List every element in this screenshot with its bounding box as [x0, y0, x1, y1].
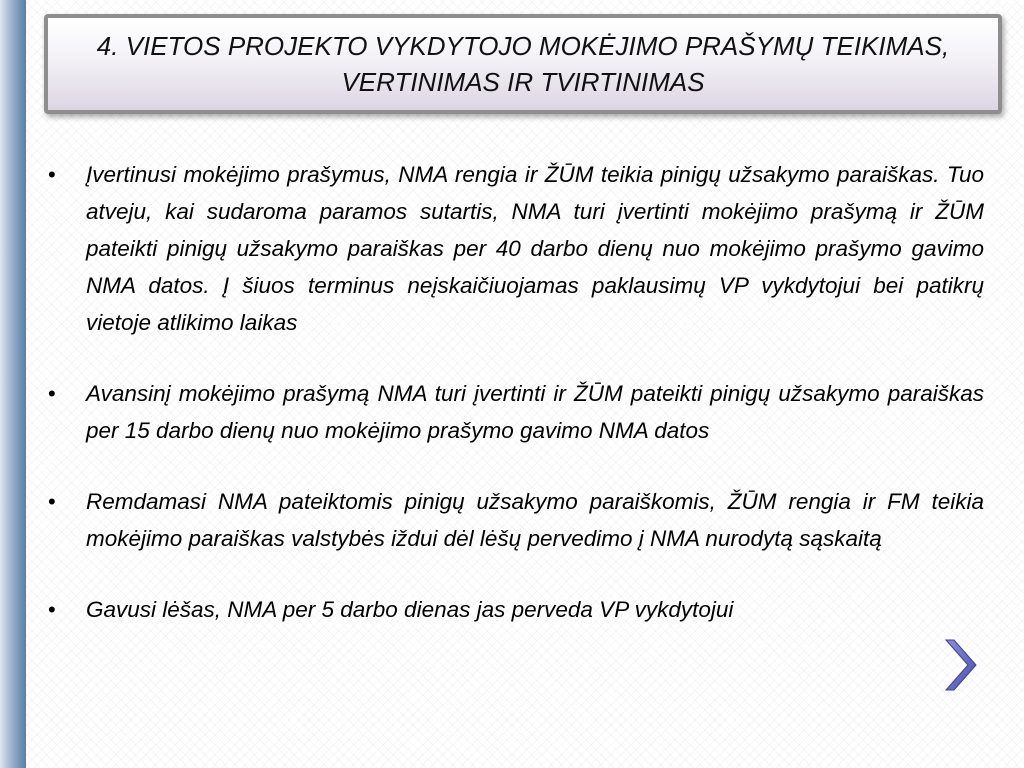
bullet-dot-icon: • — [48, 381, 56, 406]
bullet-text-2: Avansinį mokėjimo prašymą NMA turi įvertinti ir ŽŪM pateikti pinigų užsakymo paraiškas per 15 darbo dienų nuo mokėjimo prašymo gavimo NMA datos — [86, 381, 984, 443]
bullet-item-4 — [44, 591, 984, 628]
bullet-item-1 — [44, 156, 984, 341]
bullet-text-1: Įvertinusi mokėjimo prašymus, NMA rengia ir ŽŪM teikia pinigų užsakymo paraiškas. Tuo atveju, kai sudaroma paramos sutartis, NMA turi įvertinti mokėjimo prašymą ir ŽŪM pateikti pinigų užsakymo paraiškas per 40 darbo dienų nuo mokėjimo prašymo gavimo NMA datos. Į šiuos terminus neįskaičiuojamas paklausimų VP vykdytojui bei patikrų vietoje atlikimo laikas — [86, 162, 984, 335]
left-decorative-bar — [0, 0, 26, 768]
bullet-dot-icon: • — [48, 162, 56, 187]
bullet-item-2 — [44, 375, 984, 449]
next-slide-button[interactable] — [938, 636, 982, 694]
slide-title-box — [44, 14, 1002, 114]
bullet-text-3: Remdamasi NMA pateiktomis pinigų užsakymo paraiškomis, ŽŪM rengia ir FM teikia mokėjimo paraiškas valstybės iždui dėl lėšų pervedimo į NMA nurodytą sąskaitą — [86, 489, 984, 551]
bullet-text-4: Gavusi lėšas, NMA per 5 darbo dienas jas perveda VP vykdytojui — [86, 597, 734, 622]
bullet-item-3 — [44, 483, 984, 557]
bullet-dot-icon: • — [48, 597, 56, 622]
slide-title-line-1: 4. VIETOS PROJEKTO VYKDYTOJO MOKĖJIMO PRAŠYMŲ TEIKIMAS, — [96, 31, 950, 61]
bullet-list — [44, 156, 984, 662]
bullet-dot-icon: • — [48, 489, 56, 514]
slide-title-line-2: VERTINIMAS IR TVIRTINIMAS — [341, 67, 705, 97]
chevron-right-icon — [938, 636, 982, 694]
